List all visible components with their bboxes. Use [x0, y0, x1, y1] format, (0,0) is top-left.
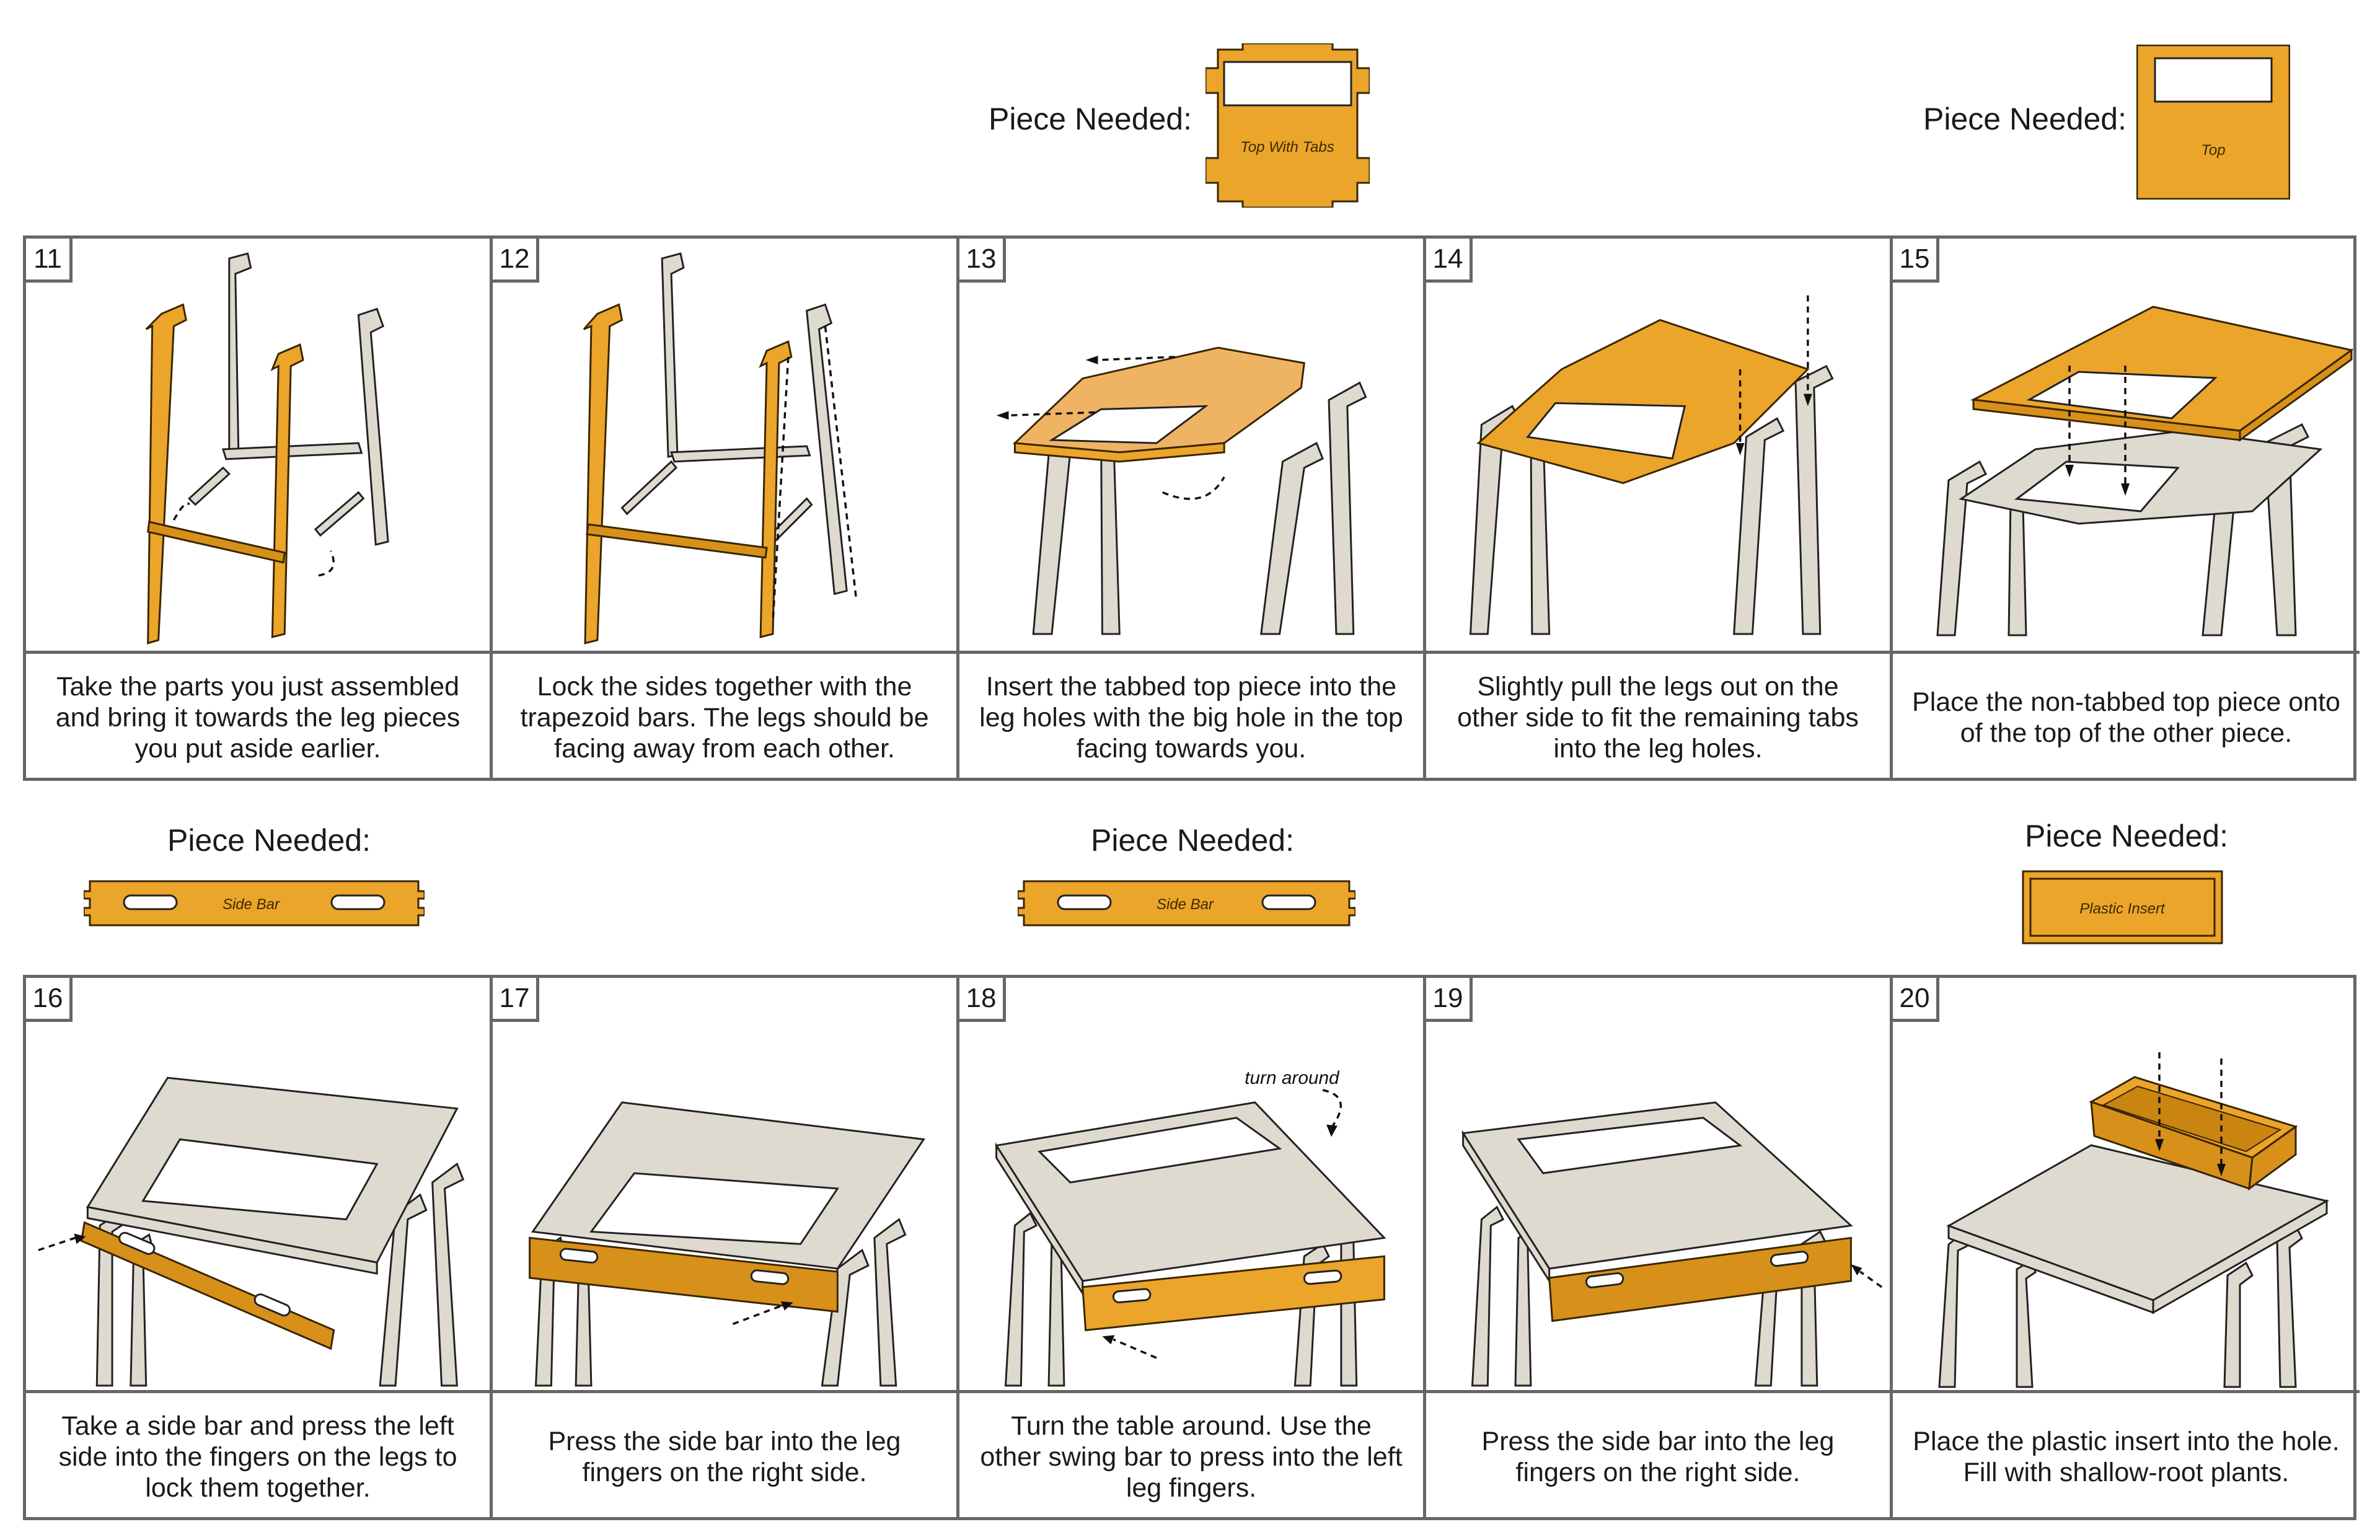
- piece-side-bar: [1018, 880, 1355, 926]
- piece-name: Top: [2201, 142, 2226, 159]
- step-number: 19: [1426, 978, 1473, 1022]
- piece-needed-label: Piece Needed:: [989, 102, 1192, 136]
- step-13: [959, 239, 1426, 778]
- step-caption: Insert the tabbed top piece into the leg holes with the big hole in the top facing towards you.: [959, 651, 1423, 781]
- step-caption: Place the plastic insert into the hole. Fill with shallow-root plants.: [1893, 1390, 2360, 1520]
- piece-name: Plastic Insert: [2079, 900, 2165, 917]
- step-14: [1426, 239, 1893, 778]
- piece-needed-label: Piece Needed:: [1923, 102, 2127, 136]
- piece-name: Side Bar: [222, 896, 280, 913]
- piece-needed-label: Piece Needed:: [167, 823, 371, 858]
- piece-name: Side Bar: [1156, 896, 1214, 913]
- step-20: [1893, 978, 2360, 1517]
- piece-side-bar: [84, 880, 425, 926]
- step-19: [1426, 978, 1893, 1517]
- step-14-illustration: [1426, 239, 1890, 651]
- step-caption: Place the non-tabbed top piece onto of the top of the other piece.: [1893, 651, 2360, 781]
- step-number: 14: [1426, 239, 1473, 283]
- step-17: [493, 978, 959, 1517]
- step-number: 15: [1893, 239, 1939, 283]
- step-15: [1893, 239, 2360, 778]
- piece-needed-label: Piece Needed:: [2025, 819, 2229, 853]
- piece-top: [2136, 45, 2290, 200]
- step-12: [493, 239, 959, 778]
- step-number: 18: [959, 978, 1006, 1022]
- step-11-illustration: [26, 239, 490, 651]
- step-16-illustration: [26, 978, 490, 1390]
- step-number: 11: [26, 239, 73, 283]
- step-caption: Press the side bar into the leg fingers on the right side.: [1426, 1390, 1890, 1520]
- step-13-illustration: [959, 239, 1423, 651]
- steps-row-2: [23, 975, 2356, 1520]
- step-17-illustration: [493, 978, 956, 1390]
- step-caption: Turn the table around. Use the other swing bar to press into the left leg fingers.: [959, 1390, 1423, 1520]
- step-20-illustration: [1893, 978, 2360, 1390]
- step-number: 17: [493, 978, 539, 1022]
- step-18-illustration: [959, 978, 1423, 1390]
- step-number: 12: [493, 239, 539, 283]
- step-15-illustration: [1893, 239, 2360, 651]
- step-number: 13: [959, 239, 1006, 283]
- step-12-illustration: [493, 239, 956, 651]
- step-caption: Take the parts you just assembled and bring it towards the leg pieces you put aside earlier.: [26, 651, 490, 781]
- step-number: 20: [1893, 978, 1939, 1022]
- piece-plastic-insert: [2022, 870, 2223, 944]
- turn-around-annotation: turn around: [1245, 1068, 1339, 1089]
- step-caption: Lock the sides together with the trapezoid bars. The legs should be facing away from each other.: [493, 651, 956, 781]
- step-18: [959, 978, 1426, 1517]
- step-19-illustration: [1426, 978, 1890, 1390]
- piece-name: Top With Tabs: [1240, 139, 1334, 156]
- step-caption: Slightly pull the legs out on the other side to fit the remaining tabs into the leg holes.: [1426, 651, 1890, 781]
- step-16: [26, 978, 493, 1517]
- step-11: [26, 239, 493, 778]
- step-caption: Take a side bar and press the left side into the fingers on the legs to lock them together.: [26, 1390, 490, 1520]
- piece-top-with-tabs: [1205, 43, 1370, 208]
- step-caption: Press the side bar into the leg fingers on the right side.: [493, 1390, 956, 1520]
- step-number: 16: [26, 978, 73, 1022]
- piece-needed-label: Piece Needed:: [1091, 823, 1295, 858]
- steps-row-1: [23, 235, 2356, 781]
